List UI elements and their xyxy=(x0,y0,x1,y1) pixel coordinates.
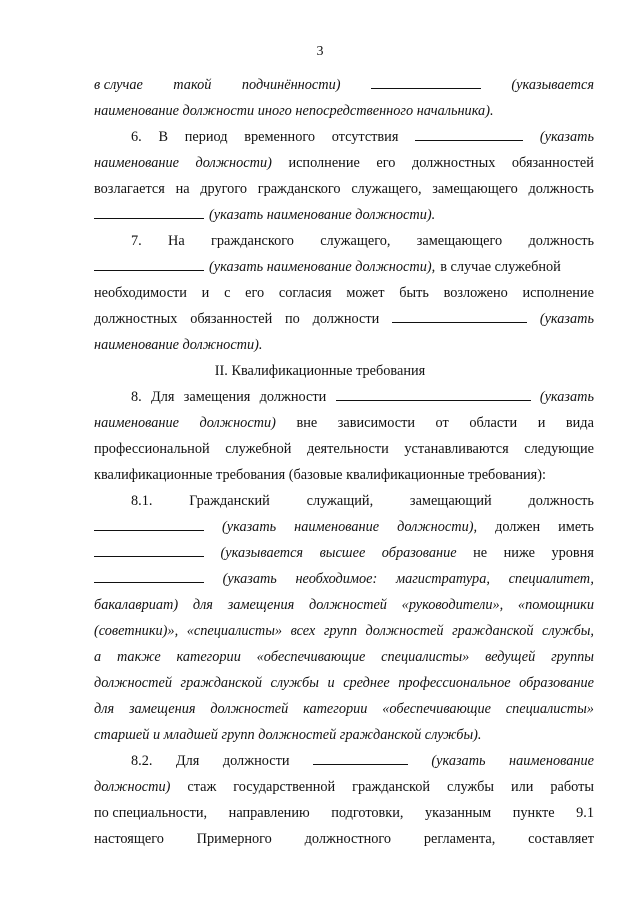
text-word: Гражданский xyxy=(189,493,270,509)
text-word: замещения xyxy=(128,701,196,717)
text-word: профессиональной xyxy=(94,441,210,457)
text-line xyxy=(131,387,594,407)
text-word: возлагается xyxy=(94,181,165,197)
text-word: гражданской xyxy=(352,779,431,795)
fill-in-blank[interactable] xyxy=(94,569,204,583)
text-word: следующие xyxy=(524,441,594,457)
text-word: с xyxy=(224,285,231,301)
text-word: исполнение xyxy=(522,285,594,301)
text-line xyxy=(94,829,594,849)
text-word: «обеспечивающие xyxy=(382,701,491,717)
text-word: замещения xyxy=(227,597,295,613)
text-line xyxy=(0,361,640,381)
text-line xyxy=(94,543,594,563)
text-word: и xyxy=(327,675,335,691)
text-word: регламента, xyxy=(423,831,496,847)
text-word: вне xyxy=(296,415,318,431)
text-word: должности), xyxy=(397,519,478,535)
text-word: для xyxy=(192,597,213,613)
text-word: его xyxy=(376,155,396,171)
text-word: Для xyxy=(151,389,175,405)
text-word: На xyxy=(168,233,185,249)
text-word: наименование должности иного непосредственного начальника). xyxy=(94,103,494,119)
text-word: специалисты» xyxy=(505,701,594,717)
text-word: вида xyxy=(565,415,594,431)
text-line xyxy=(94,673,594,693)
text-word: гражданского xyxy=(211,233,294,249)
fill-in-blank[interactable] xyxy=(371,75,481,89)
text-word: такой xyxy=(173,77,212,93)
text-word: категории xyxy=(176,649,241,665)
text-word: устанавливаются xyxy=(404,441,509,457)
text-word: «помощники xyxy=(517,597,594,613)
fill-in-blank[interactable] xyxy=(94,517,204,531)
text-word: и xyxy=(537,415,546,431)
text-word: области xyxy=(469,415,518,431)
text-word: служебной xyxy=(225,441,292,457)
text-word: Для xyxy=(175,753,200,769)
text-word: всех xyxy=(290,623,316,639)
text-word: отсутствия xyxy=(331,129,399,145)
text-word: а xyxy=(94,649,102,665)
text-word: образование xyxy=(519,675,594,691)
text-line xyxy=(94,309,594,329)
text-word: от xyxy=(435,415,449,431)
text-word: обязанностей xyxy=(190,311,273,327)
text-word: должностей xyxy=(94,675,172,691)
text-word: должность xyxy=(528,493,594,509)
text-word: категории xyxy=(303,701,368,717)
text-line xyxy=(94,283,594,303)
text-word: 7. xyxy=(131,233,142,249)
fill-in-blank[interactable] xyxy=(313,751,408,765)
text-word: (советники)», xyxy=(94,623,179,639)
page-number: 3 xyxy=(316,44,324,59)
text-word: работы xyxy=(550,779,594,795)
text-word: образование xyxy=(381,545,457,561)
text-word: среднее xyxy=(343,675,390,691)
text-line xyxy=(94,101,594,121)
text-word: может xyxy=(346,285,385,301)
text-word: наименование xyxy=(94,155,179,171)
text-word: II. Квалификационные требования xyxy=(214,363,426,379)
text-word: служащего, xyxy=(320,233,391,249)
text-line xyxy=(94,595,594,615)
text-line xyxy=(94,413,594,433)
text-word: Примерного xyxy=(196,831,272,847)
fill-in-blank[interactable] xyxy=(415,127,523,141)
text-word: замещения xyxy=(183,389,251,405)
text-word: временного xyxy=(244,129,315,145)
text-word: замещающего xyxy=(432,181,518,197)
text-word: быть xyxy=(399,285,429,301)
text-word: должности xyxy=(259,389,327,405)
text-line xyxy=(94,569,594,589)
text-word: и xyxy=(201,285,210,301)
text-word: должность xyxy=(528,181,594,197)
text-word: (указывается xyxy=(220,545,304,561)
text-word: должности) xyxy=(199,415,276,431)
text-word: ниже xyxy=(503,545,535,561)
text-word: (указать наименование должности), xyxy=(209,259,436,275)
text-line xyxy=(131,231,594,251)
text-word: (указать наименование должности). xyxy=(209,207,436,223)
text-word: согласия xyxy=(278,285,332,301)
text-line xyxy=(94,335,594,355)
text-word: замещающий xyxy=(409,493,492,509)
text-word: квалификационные требования (базовые квалификационные требования): xyxy=(94,467,546,483)
text-word: (указать xyxy=(222,571,277,587)
text-word: гражданского xyxy=(257,181,341,197)
text-line xyxy=(94,647,594,667)
text-word: бакалавриат) xyxy=(94,597,179,613)
text-word: службы xyxy=(270,675,319,691)
text-word: высшее xyxy=(319,545,366,561)
text-word: ведущей xyxy=(485,649,536,665)
text-word: 8.2. xyxy=(131,753,153,769)
text-word: должностных xyxy=(411,155,496,171)
text-word: (указывается xyxy=(511,77,594,93)
text-word: иметь xyxy=(558,519,594,535)
text-word: замещающего xyxy=(416,233,503,249)
text-word: уровня xyxy=(551,545,594,561)
text-word: старшей и младшей групп должностей гражданской службы). xyxy=(94,727,482,743)
text-word: (указать xyxy=(431,753,486,769)
text-line xyxy=(94,153,594,173)
text-word: деятельности xyxy=(306,441,389,457)
text-word: должность xyxy=(528,233,594,249)
text-word: должности) xyxy=(195,155,272,171)
fill-in-blank[interactable] xyxy=(336,387,531,401)
text-word: по специальности, xyxy=(94,805,208,821)
text-word: специалитет, xyxy=(508,571,594,587)
text-word: должностного xyxy=(304,831,392,847)
text-line xyxy=(94,75,594,95)
text-word: подчинённости) xyxy=(241,77,341,93)
text-line xyxy=(94,725,594,745)
text-word: службы xyxy=(446,779,494,795)
text-word: необходимое: xyxy=(295,571,378,587)
fill-in-blank[interactable] xyxy=(94,543,204,557)
text-word: для xyxy=(94,701,115,717)
text-word: должности xyxy=(222,753,290,769)
text-word: наименование xyxy=(94,415,179,431)
text-word: возложено xyxy=(443,285,508,301)
text-line xyxy=(94,179,594,199)
text-word: группы xyxy=(551,649,594,665)
text-word: или xyxy=(510,779,534,795)
fill-in-blank[interactable] xyxy=(94,205,204,219)
text-word: составляет xyxy=(528,831,594,847)
text-word: гражданской xyxy=(452,623,534,639)
fill-in-blank[interactable] xyxy=(94,257,204,271)
text-word: указанным xyxy=(425,805,492,821)
text-word: (указать xyxy=(539,311,594,327)
text-word: должен xyxy=(495,519,541,535)
text-word: другого xyxy=(200,181,247,197)
text-word: должностей xyxy=(210,701,289,717)
text-line xyxy=(94,517,594,537)
text-word: период xyxy=(184,129,228,145)
text-word: зависимости xyxy=(337,415,415,431)
text-line xyxy=(94,257,594,277)
text-word: «специалисты» xyxy=(186,623,283,639)
text-word: подготовки, xyxy=(331,805,404,821)
text-line xyxy=(94,699,594,719)
text-word: должностей xyxy=(365,623,444,639)
text-word: служащий, xyxy=(306,493,374,509)
text-line xyxy=(94,465,594,485)
text-line xyxy=(94,205,594,225)
text-word: направлению xyxy=(228,805,310,821)
text-word: по xyxy=(285,311,300,327)
text-word: не xyxy=(473,545,488,561)
text-word: обязанностей xyxy=(511,155,594,171)
text-word: службы, xyxy=(542,623,594,639)
text-word: (указать xyxy=(539,129,594,145)
fill-in-blank[interactable] xyxy=(392,309,527,323)
text-word: профессиональное xyxy=(398,675,511,691)
text-word: наименование должности). xyxy=(94,337,263,353)
text-word: исполнение xyxy=(288,155,360,171)
text-word: его xyxy=(245,285,265,301)
text-word: наименование xyxy=(294,519,380,535)
text-word: в случае xyxy=(94,77,143,93)
text-word: групп xyxy=(323,623,357,639)
text-word: В xyxy=(158,129,168,145)
text-word: 6. xyxy=(131,129,142,145)
text-line xyxy=(94,439,594,459)
text-word: должности) xyxy=(94,779,171,795)
text-word: (указать xyxy=(222,519,277,535)
text-word: 8.1. xyxy=(131,493,153,509)
text-word: государственной xyxy=(233,779,336,795)
text-word: стаж xyxy=(187,779,217,795)
text-line xyxy=(94,803,594,823)
text-word: «руководители», xyxy=(401,597,504,613)
text-word: пункте xyxy=(512,805,555,821)
text-line xyxy=(131,127,594,147)
text-word: 8. xyxy=(131,389,142,405)
text-word: необходимости xyxy=(94,285,187,301)
text-line xyxy=(131,751,594,771)
text-word: 9.1 xyxy=(576,805,594,821)
text-line xyxy=(94,777,594,797)
text-word: специалисты» xyxy=(381,649,470,665)
text-word: должностных xyxy=(94,311,178,327)
text-word: также xyxy=(116,649,161,665)
text-word: в случае служебной xyxy=(440,259,561,275)
text-word: «обеспечивающие xyxy=(256,649,366,665)
text-word: магистратура, xyxy=(395,571,490,587)
text-word: должности xyxy=(312,311,380,327)
text-word: гражданской xyxy=(180,675,262,691)
text-word: (указать xyxy=(539,389,594,405)
text-line xyxy=(94,621,594,641)
text-word: служащего, xyxy=(351,181,422,197)
text-word: должностей xyxy=(308,597,387,613)
text-word: настоящего xyxy=(94,831,164,847)
text-word: наименование xyxy=(509,753,594,769)
text-word: на xyxy=(175,181,190,197)
text-line xyxy=(131,491,594,511)
